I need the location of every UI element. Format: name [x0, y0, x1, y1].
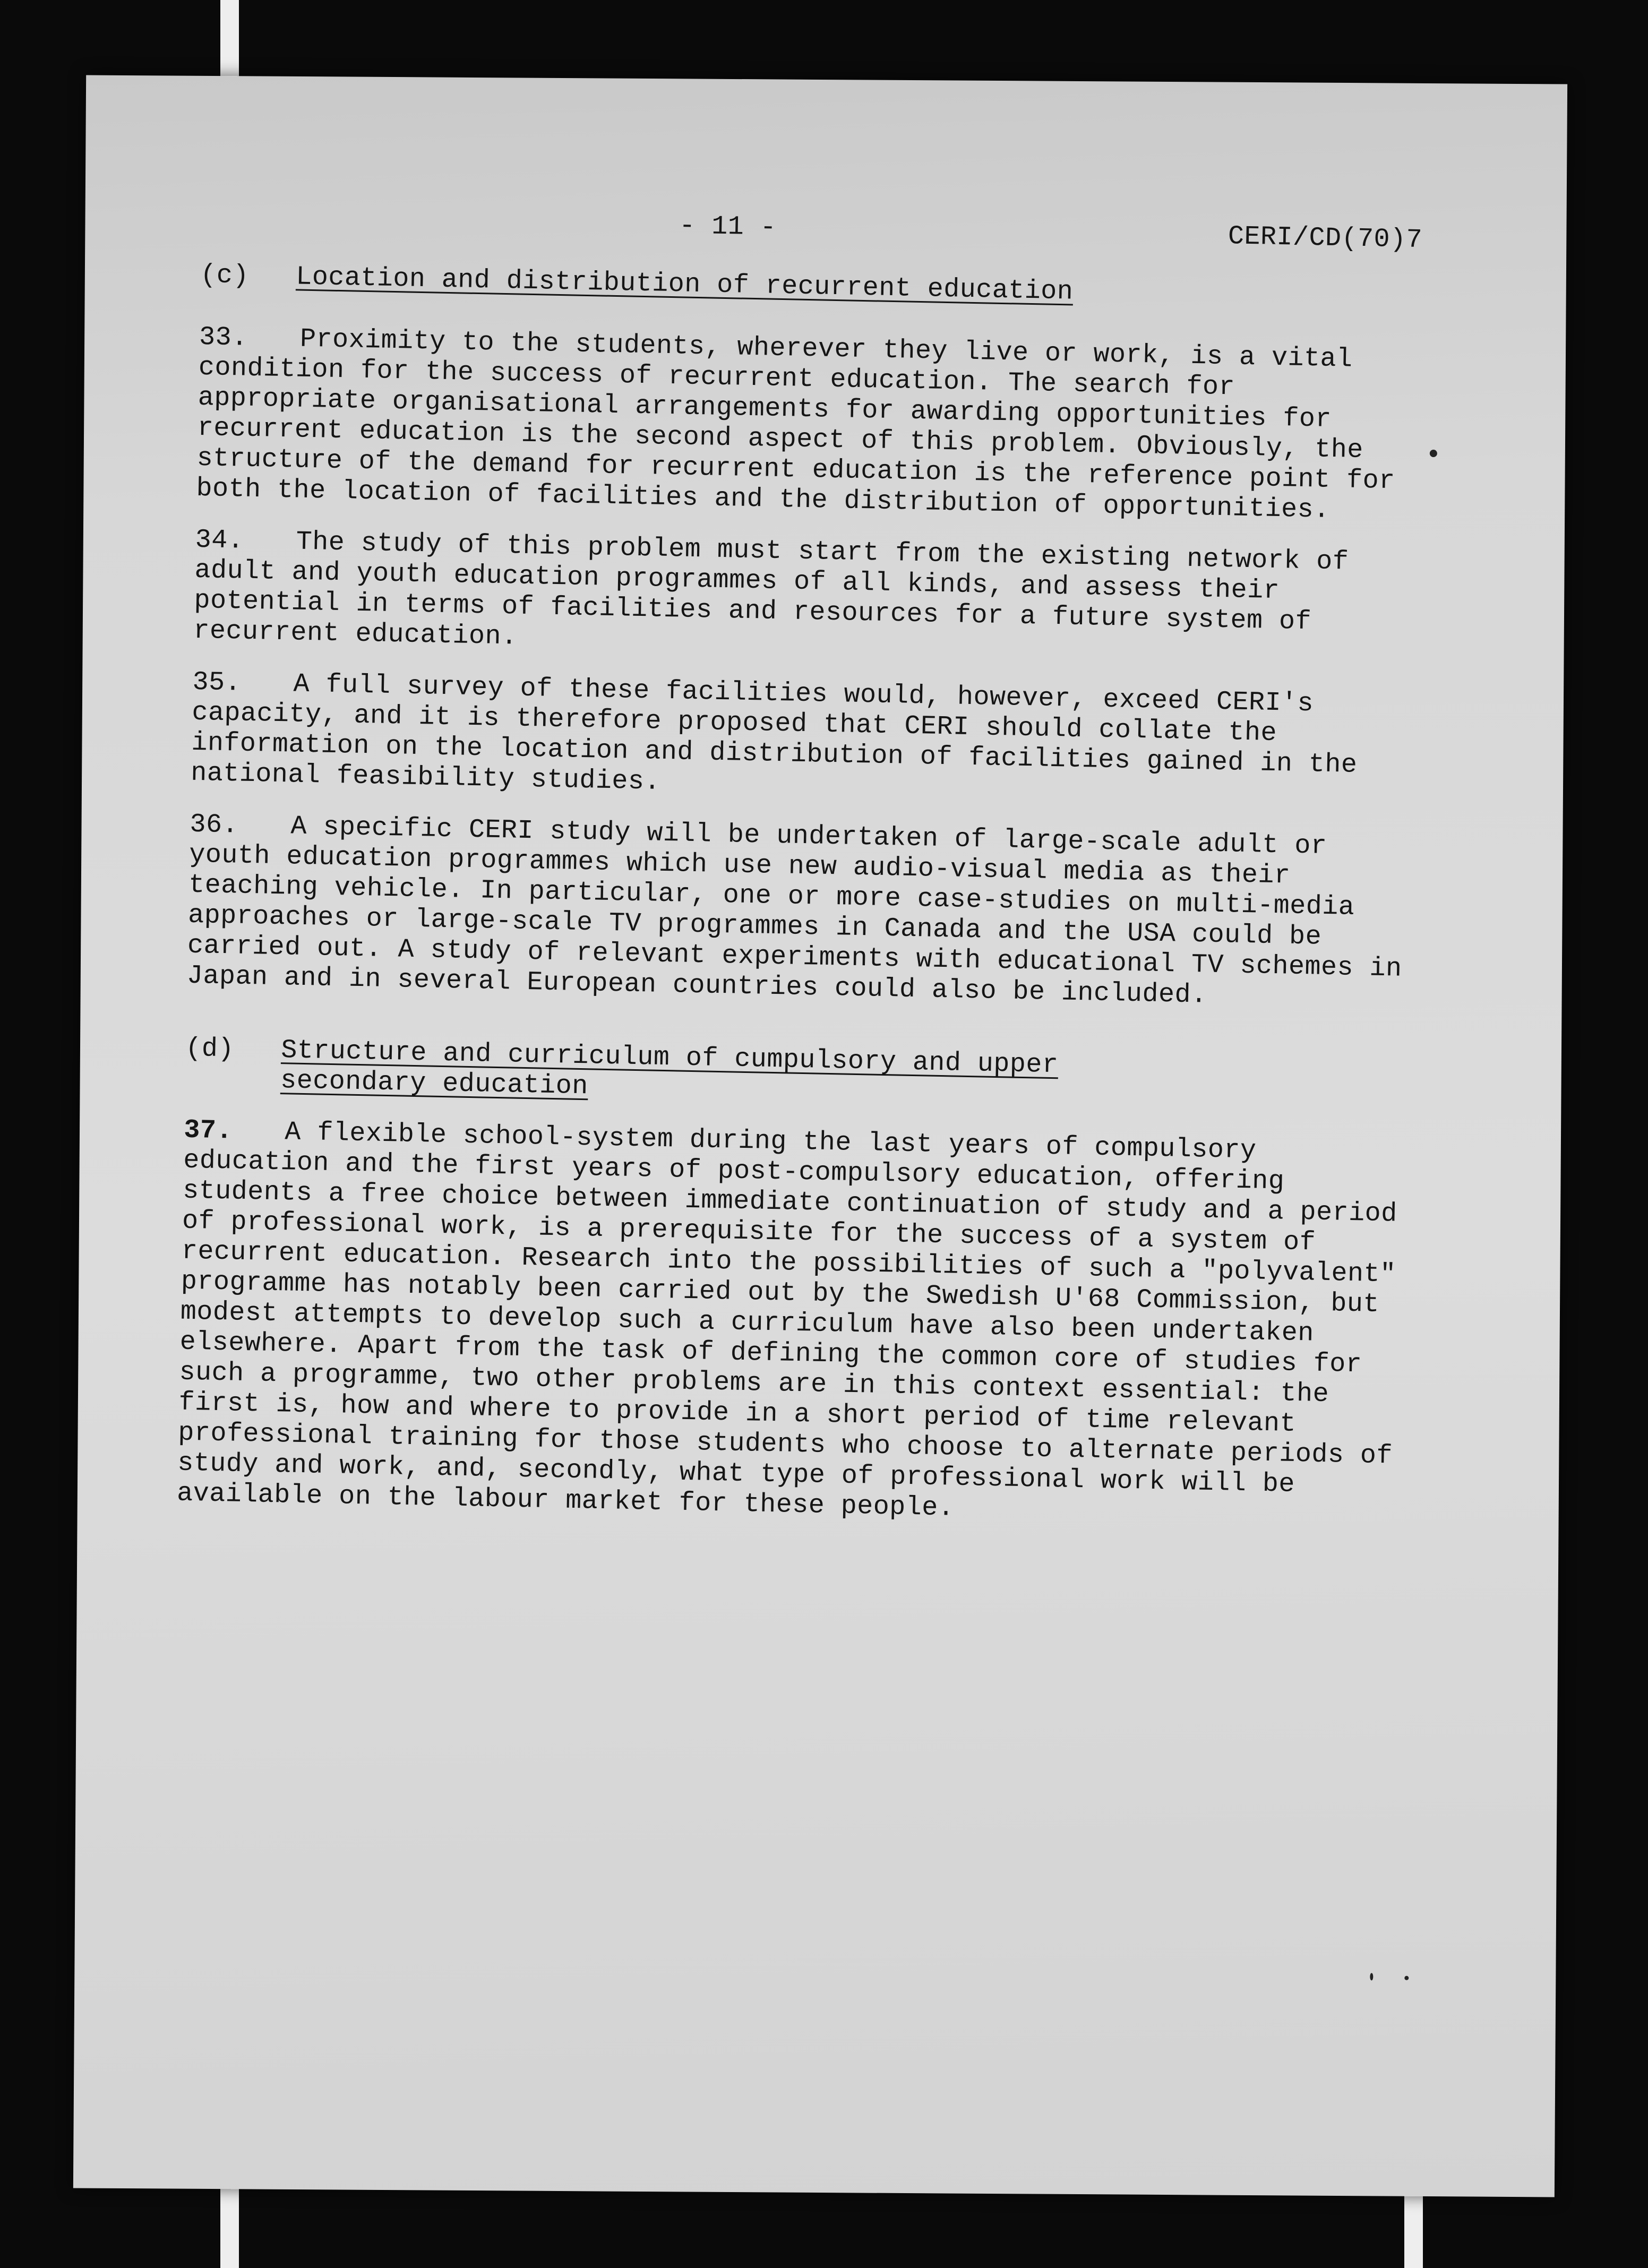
paragraph-33 — [196, 322, 1420, 527]
paragraph-number: 33. — [199, 322, 248, 354]
section-title: Location and distribution of recurrent education — [295, 262, 1074, 307]
paragraph-34 — [193, 525, 1417, 669]
scan-speck — [1430, 450, 1437, 457]
scan-speck — [1404, 1976, 1409, 1980]
paragraph-number: 35. — [192, 667, 242, 699]
paragraph-35 — [191, 667, 1414, 812]
paragraph-text: Proximity to the students, wherever they live or work, is a vital condition for the success of recurrent education. The search for appropriate organisational arrangements for awarding opportunities for recurrent education is the second aspect of this problem. Obviously, the structure of the demand for recurrent education is the reference point for both the location of facilities and the distribution of opportunities. — [196, 324, 1396, 526]
typewritten-document — [176, 202, 1423, 1553]
paragraph-text: A flexible school-system during the last years of compulsory education and the first years of post-compulsory education, offering students a free choice between immediate continuation of study and a period of professional work, is a prerequisite for the success of a system of recurrent education. Research into the possibilities of such a "polyvalent" programme has notably been carried out by the Swedish U'68 Commission, but modest attempts to develop such a curriculum have also been undertaken elsewhere. Apart from the task of defining the common core of studies for such a programme, two other problems are in this context essential: the first is, how and where to provide in a short period of time relevant professional training for those students who choose to alternate periods of study and work, and, secondly, what type of professional work will be available on the labour market for these people. — [176, 1117, 1398, 1524]
section-letter: (d) — [185, 1033, 235, 1065]
document-reference: CERI/CD(70)7 — [1228, 221, 1423, 256]
paragraph-text: A full survey of these facilities would, however, exceed CERI's capacity, and it is therefore proposed that CERI should collate the information on the location and distribution of facilities gained in the national feasibility studies. — [190, 669, 1358, 797]
section-title: Structure and curriculum of cumpulsory and upper secondary education — [280, 1035, 1059, 1102]
paragraph-36 — [186, 810, 1411, 1015]
paragraph-number: 37. — [183, 1115, 233, 1147]
scan-speck — [1370, 1973, 1373, 1980]
paragraph-text: The study of this problem must start from the existing network of adult and youth education programmes of all kinds, and assess their potential in terms of facilities and resources for a future system of recurrent education. — [193, 527, 1349, 652]
film-strip-bottom-left — [220, 2182, 239, 2268]
section-heading-c — [200, 260, 1422, 314]
page-number: - 11 - — [679, 211, 777, 243]
section-heading-d — [185, 1034, 1407, 1118]
film-strip-top — [220, 0, 239, 80]
section-letter: (c) — [200, 260, 250, 291]
paragraph-number: 34. — [195, 525, 244, 556]
paragraph-37 — [177, 1115, 1405, 1532]
paragraph-text: A specific CERI study will be undertaken of large-scale adult or youth education programmes which use new audio-visual media as their teaching vehicle. In particular, one or more case-studies on multi-media approaches or large-scale TV programmes in Canada and the USA could be carried out. A study of relevant experiments with educational TV schemes in Japan and in several European countries could also be included. — [186, 811, 1403, 1011]
paragraph-number: 36. — [189, 809, 239, 841]
